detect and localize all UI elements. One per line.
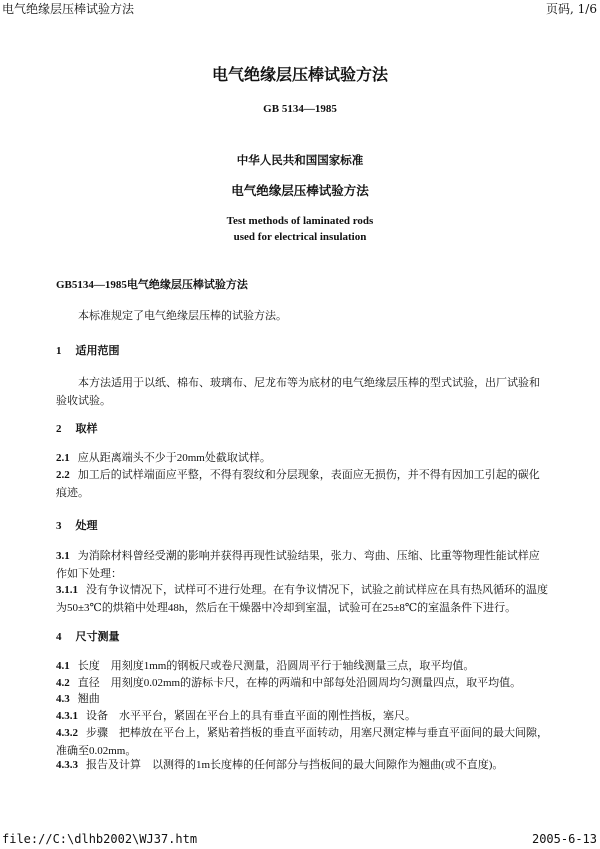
chinese-title: 电气绝缘层压棒试验方法 <box>231 184 369 198</box>
section-number: 4 <box>56 631 62 643</box>
section-number: 3 <box>56 520 62 532</box>
standard-code: GB 5134—1985 <box>263 103 337 115</box>
intro-paragraph: 本标准规定了电气绝缘层压棒的试验方法。 <box>78 310 287 322</box>
section-3-heading <box>56 517 548 535</box>
section-title: 尺寸测量 <box>75 631 120 643</box>
clause-number: 4.3 <box>56 693 70 705</box>
clause-2-1 <box>56 449 548 467</box>
doc-heading: GB5134—1985电气绝缘层压棒试验方法 <box>56 279 248 291</box>
clause-2-2 <box>56 466 548 502</box>
header-doc-title: 电气绝缘层压棒试验方法 <box>2 2 135 16</box>
clause-4-3-2 <box>56 724 548 760</box>
main-title: 电气绝缘层压棒试验方法 <box>211 67 388 84</box>
section-number: 2 <box>56 423 62 435</box>
section-1-heading <box>56 342 548 360</box>
header-page-info: 页码, 1/6 <box>546 2 597 16</box>
footer-file-path: file://C:\dlhb2002\WJ37.htm <box>2 832 198 846</box>
page-header <box>0 0 600 18</box>
clause-4-3-1 <box>56 707 548 725</box>
section-number: 1 <box>56 345 62 357</box>
clause-3-1-1 <box>56 581 548 617</box>
clause-number: 4.3.2 <box>56 727 78 739</box>
clause-text: 长度 用刻度1mm的钢板尺或卷尺测量，沿圆周平行于轴线测量三点，取平均值。 <box>77 660 475 672</box>
clause-text: 设备 水平平台，紧固在平台上的具有垂直平面的刚性挡板，塞尺。 <box>86 710 416 722</box>
clause-text: 加工后的试样端面应平整，不得有裂纹和分层现象，表面应无损伤，并不得有因加工引起的碳化痕迹。 <box>56 469 540 499</box>
clause-number: 4.1 <box>56 660 70 672</box>
english-title-line2: used for electrical insulation <box>233 231 367 243</box>
clause-number: 3.1.1 <box>56 584 78 596</box>
clause-text: 没有争议情况下，试样可不进行处理。在有争议情况下，试验之前试样应在具有热风循环的温度为50±3℃的烘箱中处理48h，然后在干燥器中冷却到室温，试验可在25±8℃的室温条件下进行。 <box>56 584 548 614</box>
footer-date: 2005-6-13 <box>531 832 597 846</box>
section-2-heading <box>56 420 548 438</box>
clause-text: 步骤 把棒放在平台上，紧贴着挡板的垂直平面转动，用塞尺测定棒与垂直平面间的最大间隙，准确至0.02mm。 <box>56 727 548 757</box>
clause-number: 4.3.1 <box>56 710 78 722</box>
clause-text: 直径 用刻度0.02mm的游标卡尺，在棒的两端和中部每处沿圆周均匀测量四点，取平均值。 <box>77 677 522 689</box>
clause-text: 报告及计算 以测得的1m长度棒的任何部分与挡板间的最大间隙作为翘曲(或不直度)。 <box>86 759 504 771</box>
national-standard-label: 中华人民共和国国家标准 <box>236 155 364 167</box>
clause-text: 应从距离端头不少于20mm处截取试样。 <box>77 452 271 464</box>
english-title-line1: Test methods of laminated rods <box>226 215 374 227</box>
clause-number: 4.3.3 <box>56 759 78 771</box>
clause-number: 2.2 <box>56 469 70 481</box>
clause-4-1 <box>56 657 548 675</box>
section-1-text: 本方法适用于以纸、棉布、玻璃布、尼龙布等为底材的电气绝缘层压棒的型式试验，出厂试验和验收试验。 <box>56 377 540 407</box>
clause-4-3-3 <box>56 756 548 774</box>
section-title: 处理 <box>75 520 98 532</box>
section-4-heading <box>56 628 548 646</box>
clause-4-3 <box>56 690 548 708</box>
clause-text: 为消除材料曾经受潮的影响并获得再现性试验结果，张力、弯曲、压缩、比重等物理性能试样应作如下处理： <box>56 550 540 580</box>
section-title: 取样 <box>75 423 98 435</box>
clause-number: 2.1 <box>56 452 70 464</box>
clause-number: 3.1 <box>56 550 70 562</box>
clause-number: 4.2 <box>56 677 70 689</box>
section-title: 适用范围 <box>75 345 120 357</box>
clause-3-1 <box>56 547 548 583</box>
clause-text: 翘曲 <box>77 693 100 705</box>
